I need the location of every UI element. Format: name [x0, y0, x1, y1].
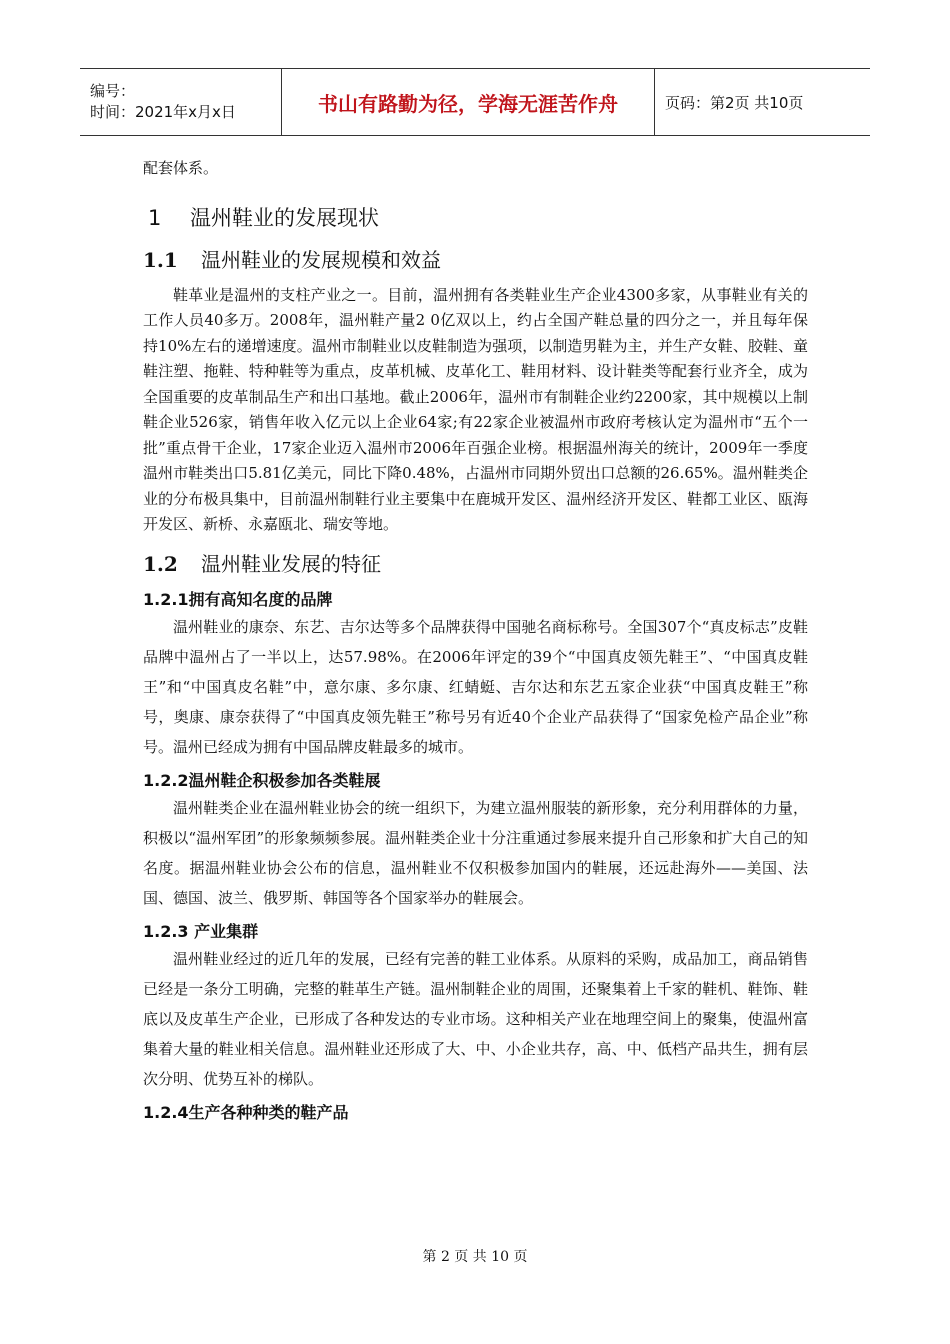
- paragraph-1-1: 鞋革业是温州的支柱产业之一。目前，温州拥有各类鞋业生产企业4300多家，从事鞋业有关的工作人员40多万。2008年，温州鞋产量2 0亿双以上，约占全国产鞋总量的四分之一，并且每年保持10%左右的递增速度。温州市制鞋业以皮鞋制造为强项，以制造男鞋为主，并生产女鞋、胶鞋、童鞋注塑、拖鞋、特种鞋等为重点，皮革机械、皮革化工、鞋用材料、设计鞋类等配套行业齐全，成为全国重要的皮革制品生产和出口基地。截止2006年，温州市有制鞋企业约2200家，其中规模以上制鞋企业526家，销售年收入亿元以上企业64家;有22家企业被温州市政府考核认定为温州市“五个一批”重点骨干企业，17家企业迈入温州市2006年百强企业榜。根据温州海关的统计，2009年一季度温州市鞋类出口5.81亿美元，同比下降0.48%，占温州市同期外贸出口总额的26.65%。温州鞋类企业的分布极具集中，目前温州制鞋行业主要集中在鹿城开发区、温州经济开发区、鞋都工业区、瓯海开发区、新桥、永嘉瓯北、瑞安等地。: [143, 285, 808, 533]
- section-number: 1: [148, 205, 162, 230]
- section-title: 温州鞋业的发展现状: [190, 205, 379, 230]
- section-heading-1: [148, 202, 808, 232]
- document-number: 编号：: [90, 82, 136, 100]
- page-footer: 第 2 页 共 10 页: [422, 1249, 528, 1265]
- section-number: 1.1: [143, 247, 178, 272]
- section-title: 温州鞋业的发展规模和效益: [201, 247, 441, 272]
- section-number: 1.2: [143, 551, 178, 576]
- subsection-heading-1-2-2: 1.2.2温州鞋企积极参加各类鞋展: [143, 770, 381, 790]
- paragraph-1-2-2: 温州鞋类企业在温州鞋业协会的统一组织下，为建立温州服装的新形象，充分利用群体的力量，积极以“温州军团”的形象频频参展。温州鞋类企业十分注重通过参展来提升自己形象和扩大自己的知名度。据温州鞋业协会公布的信息，温州鞋业不仅积极参加国内的鞋展，还远赴海外——美国、法国、德国、波兰、俄罗斯、韩国等各个国家举办的鞋展会。: [143, 798, 808, 907]
- subsection-heading-1-2-1: 1.2.1拥有高知名度的品牌: [143, 589, 333, 609]
- header-meta: [80, 69, 282, 135]
- section-heading-1-2: [143, 548, 808, 577]
- header-page-number: 页码：第2页 共10页: [665, 93, 804, 112]
- document-body: [143, 156, 808, 1125]
- section-heading-1-1: [143, 244, 808, 273]
- header-motto: 书山有路勤为径，学海无涯苦作舟: [282, 69, 655, 135]
- paragraph-1-2-3: 温州鞋业经过的近几年的发展，已经有完善的鞋工业体系。从原料的采购，成品加工，商品销售已经是一条分工明确，完整的鞋革生产链。温州制鞋企业的周围，还聚集着上千家的鞋机、鞋饰、鞋底以及皮革生产企业，已形成了各种发达的专业市场。这种相关产业在地理空间上的聚集，使温州富集着大量的鞋业相关信息。温州鞋业还形成了大、中、小企业共存，高、中、低档产品共生，拥有层次分明、优势互补的梯队。: [143, 949, 808, 1088]
- subsection-heading-1-2-4: 1.2.4生产各种种类的鞋产品: [143, 1102, 349, 1122]
- section-title: 温州鞋业发展的特征: [201, 551, 381, 576]
- document-time: 时间：2021年x月x日: [90, 103, 236, 121]
- subsection-heading-1-2-3: 1.2.3 产业集群: [143, 921, 259, 941]
- paragraph-1-2-1: 温州鞋业的康奈、东艺、吉尔达等多个品牌获得中国驰名商标称号。全国307个“真皮标志”皮鞋品牌中温州占了一半以上，达57.98%。在2006年评定的39个“中国真皮领先鞋王”、“中国真皮鞋王”和“中国真皮名鞋”中，意尔康、多尔康、红蜻蜓、吉尔达和东艺五家企业获“中国真皮鞋王”称号，奥康、康奈获得了“中国真皮领先鞋王”称号另有近40个企业产品获得了“国家免检产品企业”称号。温州已经成为拥有中国品牌皮鞋最多的城市。: [143, 617, 808, 756]
- intro-tail: 配套体系。: [143, 159, 219, 177]
- page-header: [80, 68, 870, 136]
